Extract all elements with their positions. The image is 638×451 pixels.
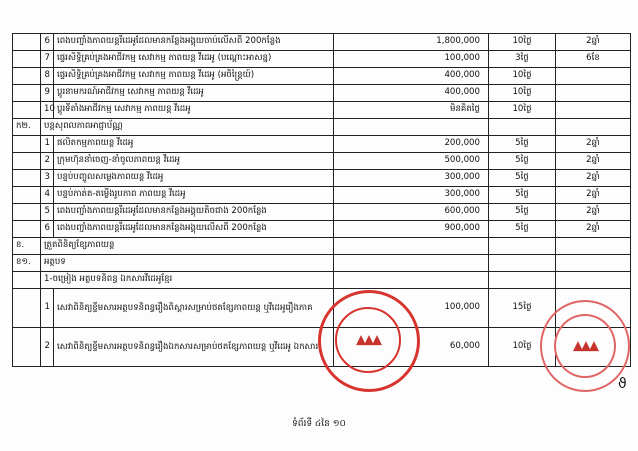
table-row (13, 85, 631, 102)
subsection-title-cell: 1-ចម្រៀង អត្ថបទនិពន្ធ ឯកសារវីដេអូខ្មែរ (41, 272, 334, 289)
service-description-cell: បន្ទប់កាត់ត-តម្លើងរូបភាព ភាពយន្ត វីដេអូ (54, 187, 334, 204)
validity-cell: 2ឆ្នាំ (556, 34, 631, 51)
table-row (13, 153, 631, 170)
item-number-cell: 10 (41, 102, 54, 119)
duration-cell: 15ថ្ងៃ (489, 289, 556, 328)
price-cell (334, 119, 489, 136)
duration-cell: 5ថ្ងៃ (489, 187, 556, 204)
official-seal-stamp-faded (540, 300, 630, 392)
section-code-cell (13, 34, 41, 51)
table-row (13, 187, 631, 204)
item-number-cell: 7 (41, 51, 54, 68)
validity-cell (556, 272, 631, 289)
duration-cell: 5ថ្ងៃ (489, 170, 556, 187)
price-cell: 400,000 (334, 68, 489, 85)
validity-cell: 2ឆ្នាំ (556, 170, 631, 187)
service-description-cell: ក្រុមហ៊ុននាំចេញ-នាំចូលភាពយន្ត វីដេអូ (54, 153, 334, 170)
service-description-cell: ផ្ទេរសិទ្ធិគ្រប់គ្រងអាជីវកម្ម សេវាកម្ម ភាពយន្ត វីដេអូ (បណ្ដោះអាសន្ន) (54, 51, 334, 68)
section-code-cell (13, 204, 41, 221)
validity-cell: 2ឆ្នាំ (556, 153, 631, 170)
table-row (13, 119, 631, 136)
duration-cell: 10ថ្ងៃ (489, 102, 556, 119)
validity-cell: 2ឆ្នាំ (556, 221, 631, 238)
item-number-cell: 8 (41, 68, 54, 85)
validity-cell (556, 102, 631, 119)
validity-cell: 2ឆ្នាំ (556, 136, 631, 153)
duration-cell: 10ថ្ងៃ (489, 328, 556, 367)
temple-emblem-icon: ▲▲▲ (356, 332, 380, 348)
duration-cell (489, 238, 556, 255)
validity-cell (556, 238, 631, 255)
validity-cell (556, 255, 631, 272)
service-description-cell: ផ្ទេរសិទ្ធិគ្រប់គ្រងអាជីវកម្ម សេវាកម្ម ភាពយន្ត វីដេអូ (អចិន្ត្រៃយ៍) (54, 68, 334, 85)
duration-cell: 10ថ្ងៃ (489, 68, 556, 85)
service-description-cell: ពេងបញ្ជាំងភាពយន្តរឺដេអូដែលមានកន្លែងអង្គុយលើសពី 200កន្លែង (54, 221, 334, 238)
validity-cell: 2ឆ្នាំ (556, 204, 631, 221)
table-row (13, 204, 631, 221)
table-row (13, 170, 631, 187)
item-number-cell: 2 (41, 153, 54, 170)
table-row (13, 255, 631, 272)
validity-cell (556, 68, 631, 85)
section-code-cell: ខ. (13, 238, 41, 255)
section-code-cell (13, 328, 41, 367)
service-description-cell: ផលិតកម្មភាពយន្ត វីដេអូ (54, 136, 334, 153)
duration-cell: 5ថ្ងៃ (489, 153, 556, 170)
validity-cell (556, 85, 631, 102)
validity-cell: 6ខែ (556, 51, 631, 68)
official-seal-stamp (318, 290, 420, 392)
section-code-cell: ក២. (13, 119, 41, 136)
section-code-cell (13, 153, 41, 170)
signature-mark: ϑ (618, 376, 627, 392)
price-cell: មិនគិតថ្លៃ (334, 102, 489, 119)
price-cell: 500,000 (334, 153, 489, 170)
item-number-cell: 6 (41, 221, 54, 238)
service-description-cell: ប្ដូរនាមករណ៍អាជីវកម្ម សេវាកម្ម ភាពយន្ត វីដេអូ (54, 85, 334, 102)
temple-emblem-icon: ▲▲▲ (573, 338, 597, 354)
section-title-cell: បន្តសុពលភាពអាជ្ញាប័ណ្ណ (41, 119, 334, 136)
table-row (13, 272, 631, 289)
price-cell: 1,800,000 (334, 34, 489, 51)
fee-table-body (13, 34, 631, 367)
table-row (13, 68, 631, 85)
price-cell: 900,000 (334, 221, 489, 238)
fee-table (12, 33, 631, 367)
item-number-cell: 5 (41, 204, 54, 221)
price-cell: 400,000 (334, 85, 489, 102)
service-description-cell: បន្ទប់បញ្ចូលសម្លេងភាពយន្ត វីដេអូ (54, 170, 334, 187)
price-cell (334, 255, 489, 272)
section-code-cell (13, 85, 41, 102)
table-row (13, 238, 631, 255)
section-code-cell (13, 272, 41, 289)
price-cell: 600,000 (334, 204, 489, 221)
service-description-cell: ពេងបញ្ជាំងភាពយន្តរឺដេអូដែលមានកន្លែងអង្គុយតិចជាង 200កន្លែង (54, 204, 334, 221)
duration-cell: 5ថ្ងៃ (489, 221, 556, 238)
validity-cell (556, 119, 631, 136)
price-cell: 300,000 (334, 170, 489, 187)
duration-cell: 10ថ្ងៃ (489, 34, 556, 51)
price-cell: 100,000 (334, 289, 489, 328)
price-cell: 100,000 (334, 51, 489, 68)
item-number-cell: 2 (41, 328, 54, 367)
duration-cell: 3ថ្ងៃ (489, 51, 556, 68)
duration-cell: 10ថ្ងៃ (489, 85, 556, 102)
item-number-cell: 3 (41, 170, 54, 187)
section-code-cell (13, 102, 41, 119)
duration-cell (489, 272, 556, 289)
section-code-cell: ខ១. (13, 255, 41, 272)
price-cell: 300,000 (334, 187, 489, 204)
section-code-cell (13, 170, 41, 187)
section-code-cell (13, 136, 41, 153)
item-number-cell: 4 (41, 187, 54, 204)
section-code-cell (13, 68, 41, 85)
item-number-cell: 6 (41, 34, 54, 51)
price-cell: 200,000 (334, 136, 489, 153)
duration-cell (489, 119, 556, 136)
section-code-cell (13, 51, 41, 68)
service-description-cell: ប្ដូរទីតាំងអាជីវកម្ម សេវាកម្ម ភាពយន្ត វីដេអូ (54, 102, 334, 119)
page-number: ទំព័រទី ៤នៃ ១០ (292, 419, 346, 429)
section-title-cell: ត្រួតពិនិត្យខ្សែភាពយន្ត (41, 238, 334, 255)
table-row (13, 102, 631, 119)
service-description-cell: សេវាពិនិត្យខ្ចីមសារអត្ថបទនិពន្ធរឿងឯកសារសម្រាប់ថតខ្សែភាពយន្ត ឬវីដេអូ ឯកសារ (54, 328, 334, 367)
duration-cell (489, 255, 556, 272)
duration-cell: 5ថ្ងៃ (489, 204, 556, 221)
item-number-cell: 1 (41, 136, 54, 153)
item-number-cell: 9 (41, 85, 54, 102)
price-cell (334, 272, 489, 289)
table-row (13, 221, 631, 238)
duration-cell: 5ថ្ងៃ (489, 136, 556, 153)
service-description-cell: ពេងបញ្ជាំងភាពយន្តរឺដេអូដែលមានកន្លែងអង្គុយចាប់លើសពី 200កន្លែង (54, 34, 334, 51)
table-row (13, 136, 631, 153)
section-code-cell (13, 187, 41, 204)
item-number-cell: 1 (41, 289, 54, 328)
table-row (13, 51, 631, 68)
section-title-cell: អត្ថបទ (41, 255, 334, 272)
service-description-cell: សេវាពិនិត្យខ្ចីមសារអត្ថបទនិពន្ធរឿងពិស្ដារសម្រាប់ថតខ្សែភាពយន្ត ឬវីដេអូរឿងភាគ (54, 289, 334, 328)
section-code-cell (13, 289, 41, 328)
table-row (13, 34, 631, 51)
validity-cell: 2ឆ្នាំ (556, 187, 631, 204)
section-code-cell (13, 221, 41, 238)
price-cell (334, 238, 489, 255)
price-cell: 60,000 (334, 328, 489, 367)
